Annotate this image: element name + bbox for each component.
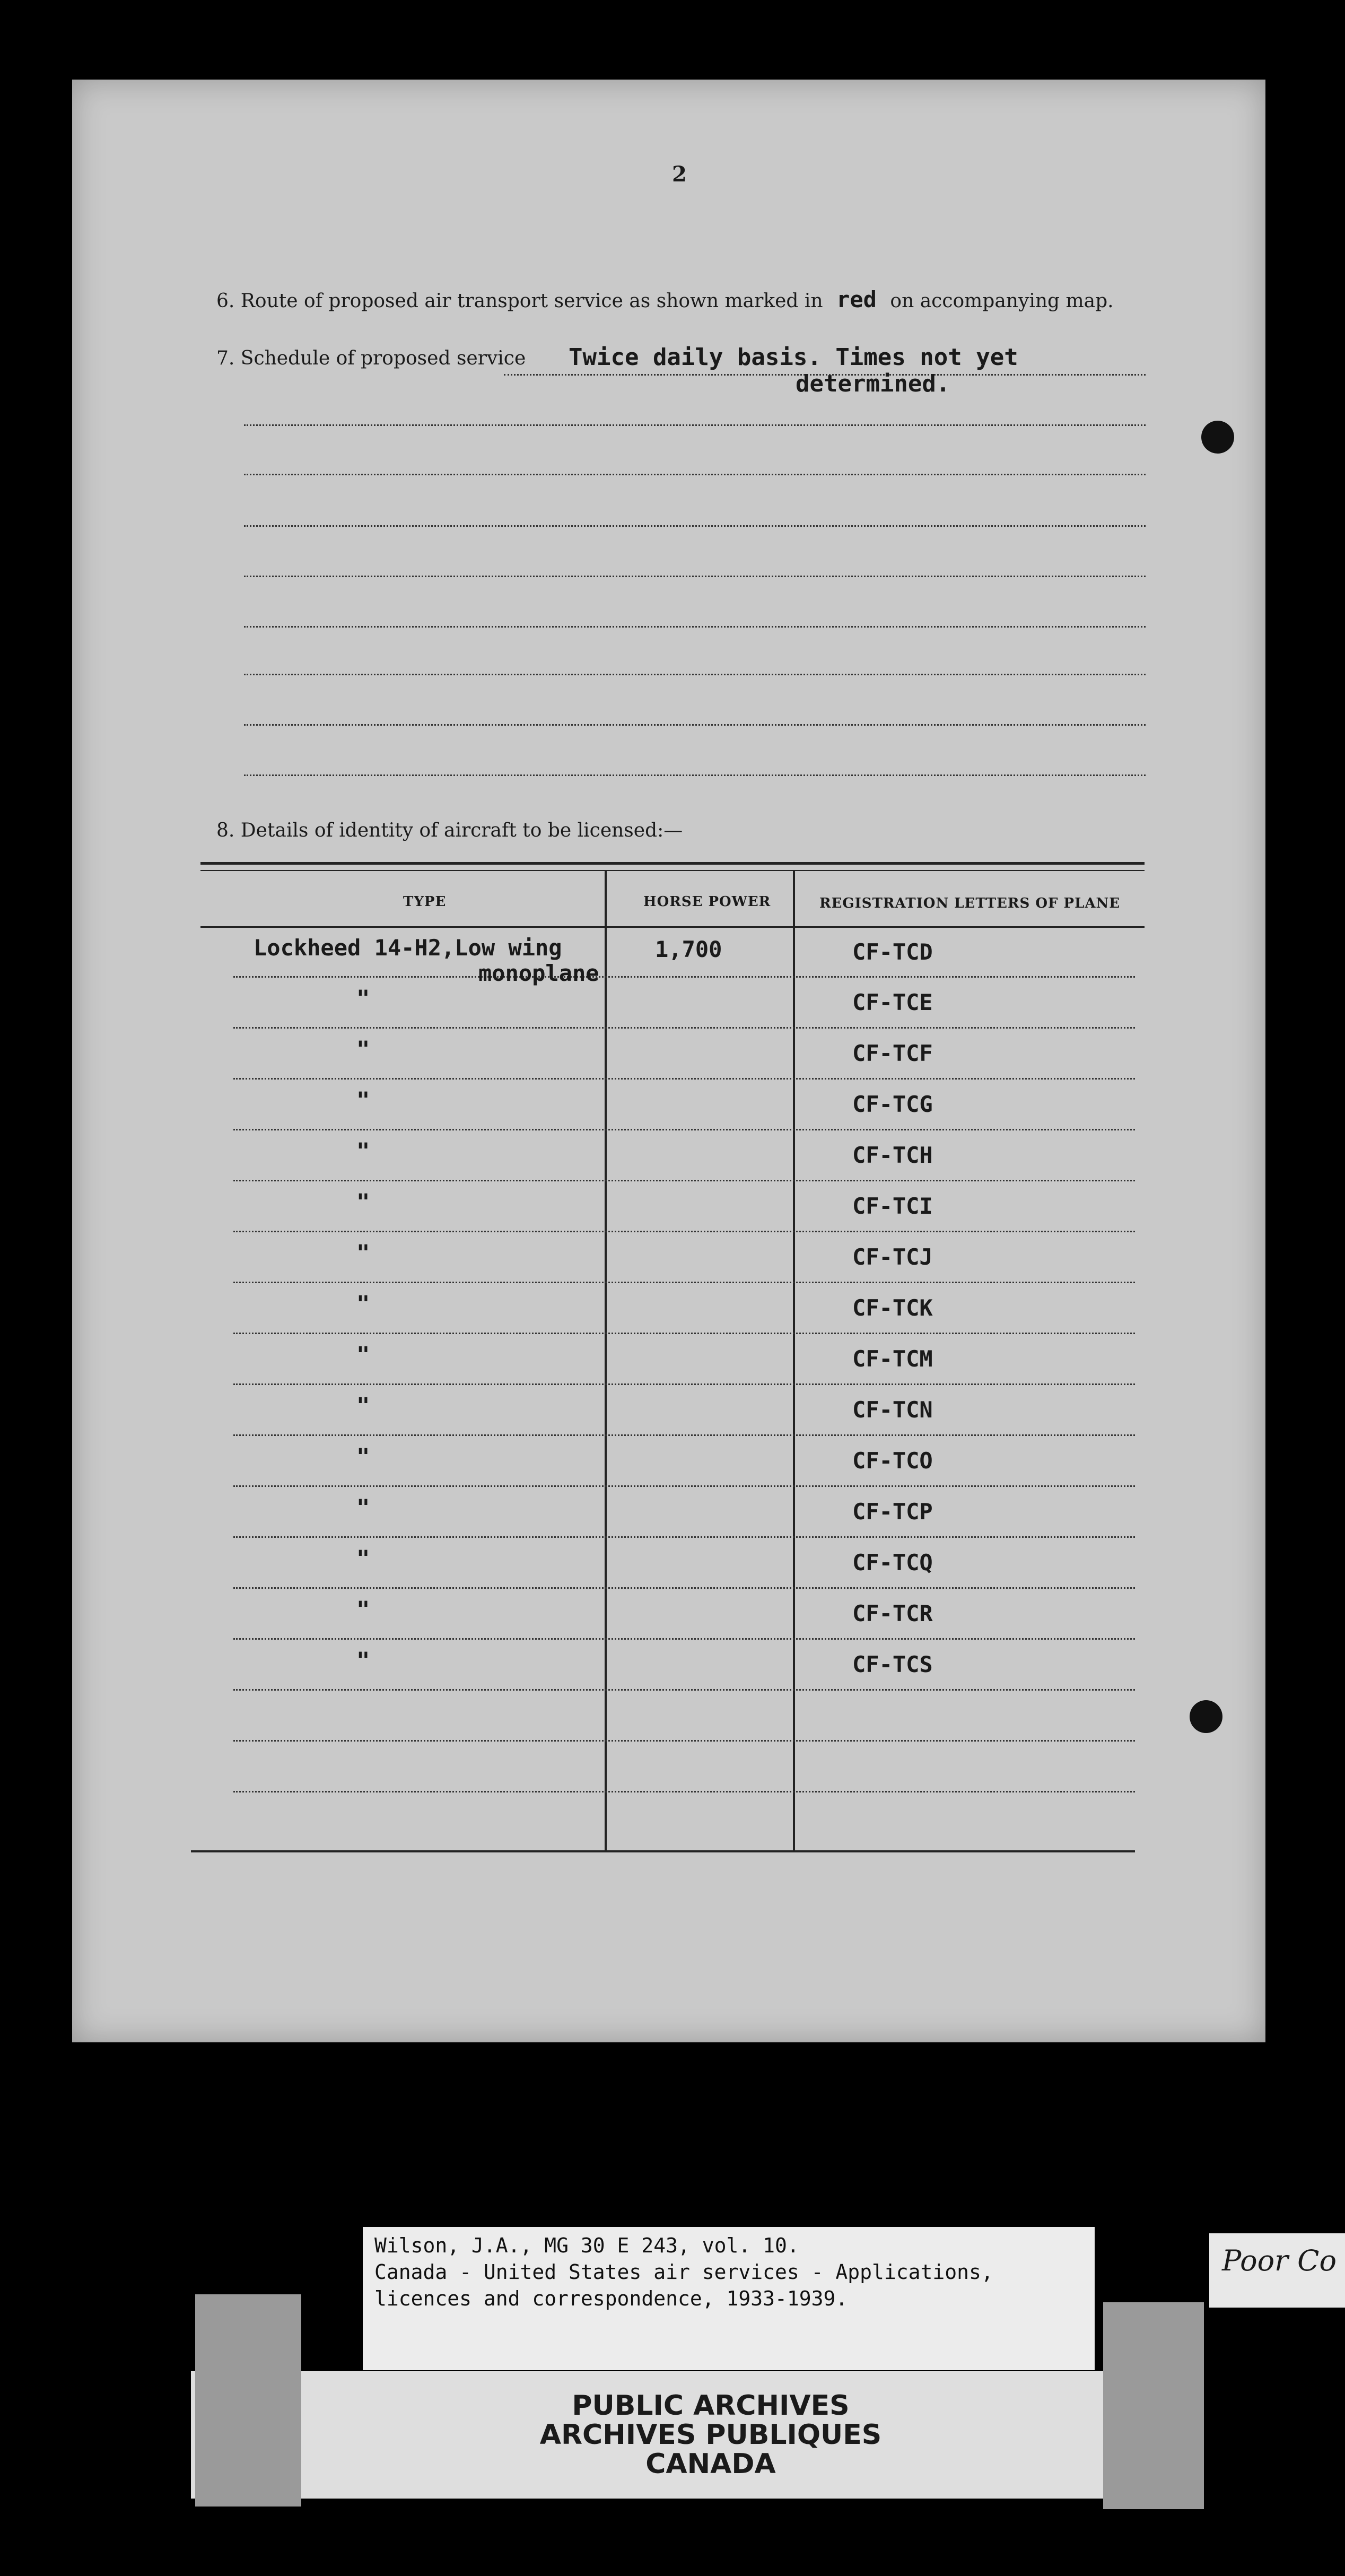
schedule-value-line1: Twice daily basis. Times not yet [569, 344, 1018, 371]
row-dotted-line [233, 1180, 1135, 1181]
aircraft-type-continued: monoplane [478, 960, 599, 986]
registration-value: CF-TCN [852, 1397, 933, 1423]
registration-value: CF-TCF [852, 1040, 933, 1066]
ditto-mark: " [356, 1036, 370, 1062]
route-field [216, 286, 1114, 312]
clip-tape [1103, 2302, 1204, 2509]
dotted-line [244, 674, 1146, 675]
row-dotted-line [233, 1536, 1135, 1538]
ditto-mark: " [356, 1189, 370, 1215]
archive-label-text [374, 2232, 993, 2312]
archive-stamp-line3: CANADA [645, 2448, 776, 2480]
registration-value: CF-TCH [852, 1142, 933, 1168]
ditto-mark: " [356, 1291, 370, 1317]
punch-hole [1201, 421, 1234, 454]
row-dotted-line [233, 976, 1135, 978]
row-dotted-line [233, 1740, 1135, 1742]
registration-value: CF-TCR [852, 1600, 933, 1626]
column-divider [605, 870, 607, 1851]
dotted-line [244, 774, 1146, 776]
registration-value: CF-TCD [852, 939, 933, 965]
row-dotted-line [233, 1485, 1135, 1487]
registration-value: CF-TCO [852, 1448, 933, 1474]
dotted-line [244, 474, 1146, 475]
dotted-line [244, 424, 1146, 426]
archive-label-line3: licences and correspondence, 1933-1939. [374, 2287, 848, 2310]
row-dotted-line [233, 1383, 1135, 1385]
schedule-label: 7. Schedule of proposed service [216, 347, 526, 369]
header-horse-power: HORSE POWER [643, 894, 771, 910]
aircraft-details-label: 8. Details of identity of aircraft to be licensed:— [216, 820, 683, 841]
dotted-line [244, 576, 1146, 577]
row-dotted-line [233, 1129, 1135, 1130]
row-dotted-line [233, 1282, 1135, 1283]
page-number: 2 [672, 162, 687, 187]
registration-value: CF-TCK [852, 1295, 933, 1321]
archive-label-line1: Wilson, J.A., MG 30 E 243, vol. 10. [374, 2234, 799, 2257]
ditto-mark: " [356, 1342, 370, 1368]
row-dotted-line [233, 1231, 1135, 1232]
dotted-line [244, 525, 1146, 527]
ditto-mark: " [356, 1596, 370, 1622]
horse-power-value: 1,700 [655, 936, 722, 962]
registration-value: CF-TCQ [852, 1550, 933, 1576]
archive-label-line2: Canada - United States air services - Applications, [374, 2260, 993, 2284]
registration-value: CF-TCG [852, 1091, 933, 1117]
header-type: TYPE [403, 894, 447, 910]
ditto-mark: " [356, 1240, 370, 1266]
ditto-mark: " [356, 985, 370, 1011]
route-label: 6. Route of proposed air transport service as shown marked in [216, 290, 823, 312]
route-label-end: on accompanying map. [890, 290, 1114, 312]
ditto-mark: " [356, 1138, 370, 1164]
ditto-mark: " [356, 1647, 370, 1673]
row-dotted-line [233, 1587, 1135, 1589]
aircraft-type: Lockheed 14-H2,Low wing [254, 935, 562, 961]
ditto-mark: " [356, 1494, 370, 1520]
registration-value: CF-TCS [852, 1651, 933, 1677]
route-value: red [836, 286, 877, 312]
registration-value: CF-TCM [852, 1346, 933, 1372]
ditto-mark: " [356, 1393, 370, 1418]
registration-value: CF-TCE [852, 989, 933, 1015]
condition-note: Poor Co [1209, 2233, 1345, 2308]
archive-stamp-line1: PUBLIC ARCHIVES [572, 2390, 850, 2422]
row-dotted-line [233, 1689, 1135, 1691]
table-top-rule [200, 870, 1145, 871]
header-registration: REGISTRATION LETTERS OF PLANE [819, 895, 1121, 911]
table-bottom-rule [191, 1850, 1135, 1852]
registration-value: CF-TCJ [852, 1244, 933, 1270]
ditto-mark: " [356, 1545, 370, 1571]
schedule-value-line2: determined. [796, 370, 950, 397]
ditto-mark: " [356, 1443, 370, 1469]
row-dotted-line [233, 1638, 1135, 1640]
registration-value: CF-TCP [852, 1499, 933, 1525]
row-dotted-line [233, 1027, 1135, 1029]
row-dotted-line [233, 1333, 1135, 1334]
table-header-rule [200, 926, 1145, 928]
row-dotted-line [233, 1434, 1135, 1436]
table-top-rule [200, 862, 1145, 865]
ditto-mark: " [356, 1087, 370, 1113]
row-dotted-line [233, 1791, 1135, 1792]
archive-stamp-line2: ARCHIVES PUBLIQUES [539, 2419, 882, 2451]
dotted-line [244, 626, 1146, 628]
column-divider [793, 870, 795, 1851]
punch-hole [1190, 1700, 1222, 1733]
row-dotted-line [233, 1078, 1135, 1080]
dotted-line [244, 724, 1146, 726]
clip-tape [195, 2294, 301, 2507]
registration-value: CF-TCI [852, 1193, 933, 1219]
